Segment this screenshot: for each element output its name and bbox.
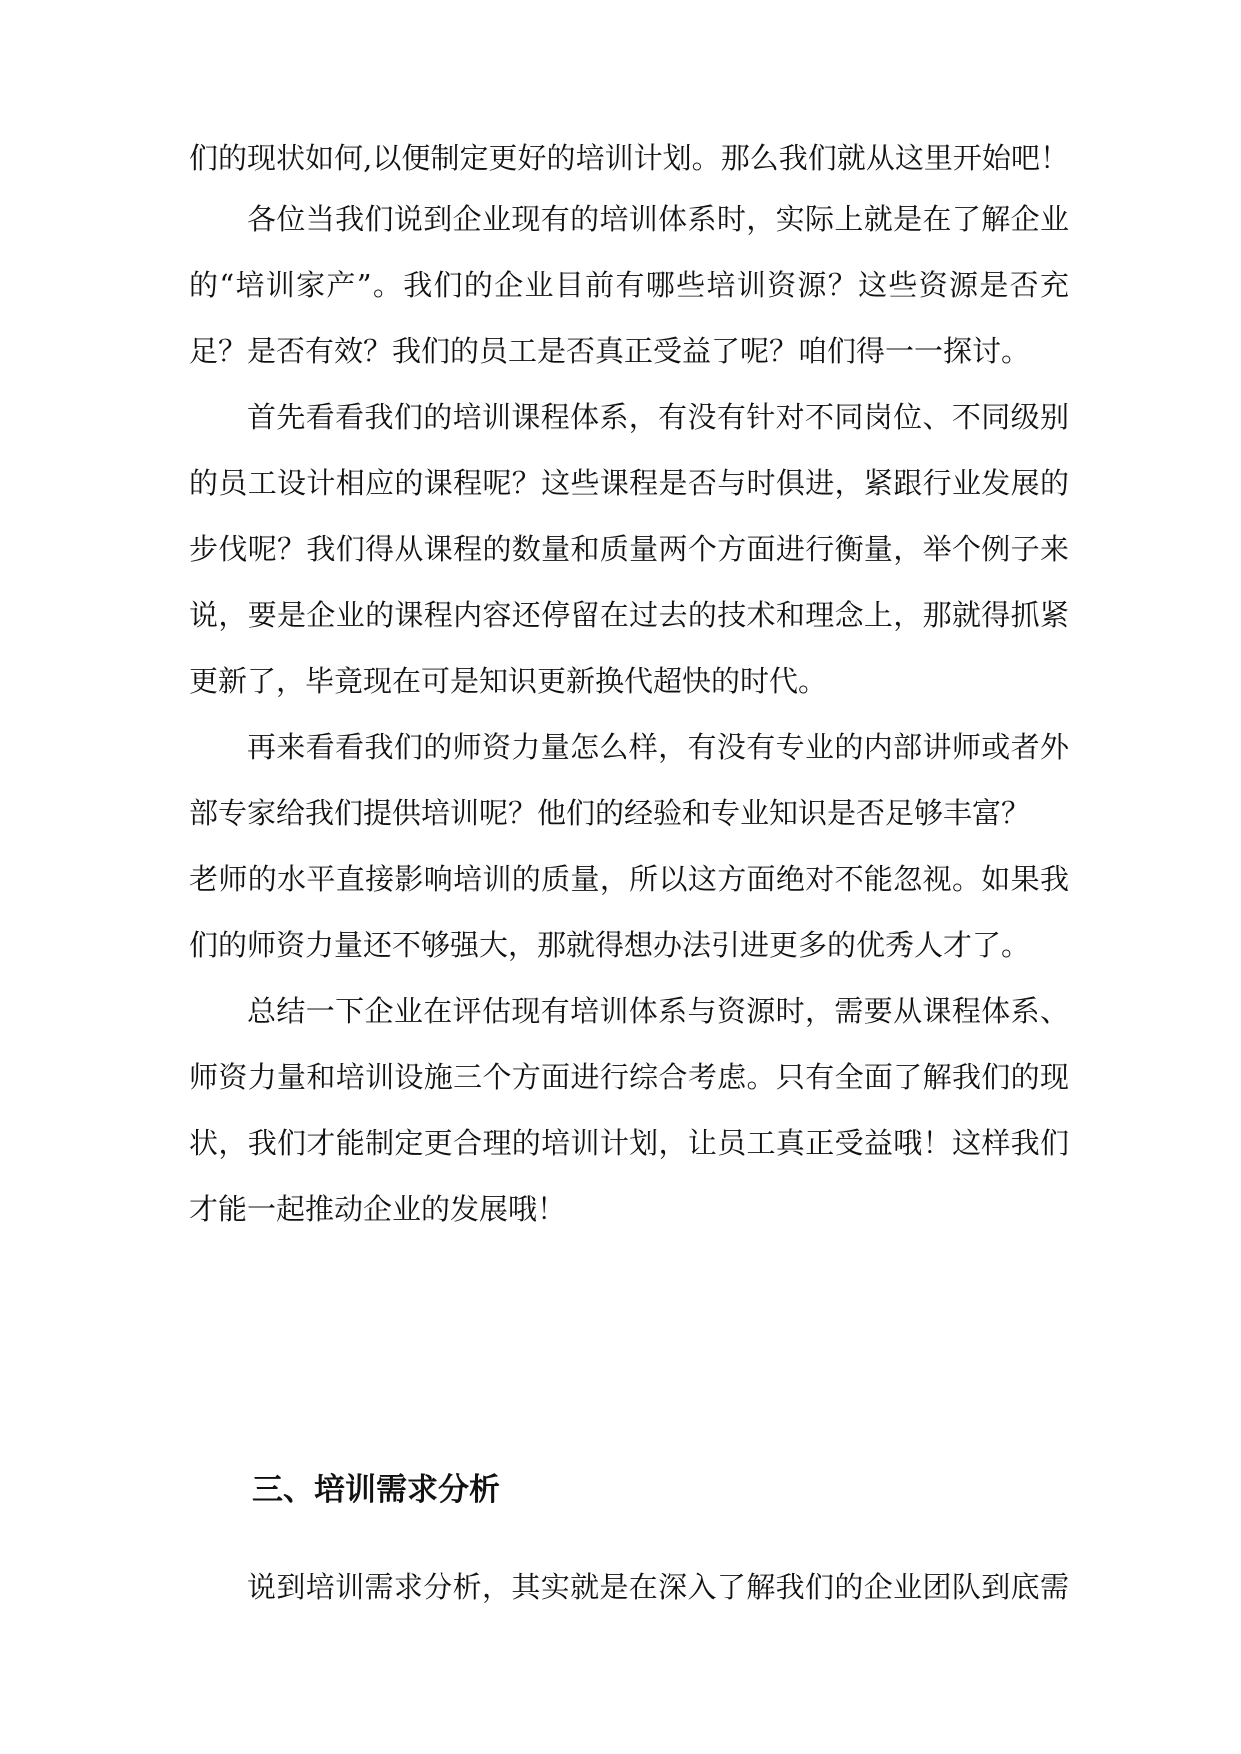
section-heading: 三、培训需求分析 [252,1472,500,1508]
text-line: 说，要是企业的课程内容还停留在过去的技术和理念上，那就得抓紧 [189,598,1069,632]
text-line: 才能一起推动企业的发展哦！ [189,1192,567,1226]
text-line: 的“培训家产”。我们的企业目前有哪些培训资源？这些资源是否充 [189,268,1069,302]
text-line: 们的现状如何,以便制定更好的培训计划。那么我们就从这里开始吧！ [189,141,1069,175]
text-line: 更新了，毕竟现在可是知识更新换代超快的时代。 [189,664,828,698]
text-line: 们的师资力量还不够强大，那就得想办法引进更多的优秀人才了。 [189,928,1031,962]
paragraph-start-line: 说到培训需求分析，其实就是在深入了解我们的企业团队到底需 [247,1570,1069,1604]
paragraph-start-line: 各位当我们说到企业现有的培训体系时，实际上就是在了解企业 [247,202,1069,236]
text-line: 的员工设计相应的课程呢？这些课程是否与时俱进，紧跟行业发展的 [189,466,1069,500]
text-line: 步伐呢？我们得从课程的数量和质量两个方面进行衡量，举个例子来 [189,532,1069,566]
text-line: 师资力量和培训设施三个方面进行综合考虑。只有全面了解我们的现 [189,1060,1069,1094]
paragraph-start-line: 首先看看我们的培训课程体系，有没有针对不同岗位、不同级别 [247,400,1069,434]
paragraph-start-line: 再来看看我们的师资力量怎么样，有没有专业的内部讲师或者外 [247,730,1069,764]
text-line: 足？是否有效？我们的员工是否真正受益了呢？咱们得一一探讨。 [189,334,1031,368]
text-line: 老师的水平直接影响培训的质量，所以这方面绝对不能忽视。如果我 [189,862,1069,896]
text-line: 状，我们才能制定更合理的培训计划，让员工真正受益哦！这样我们 [189,1126,1069,1160]
text-line: 部专家给我们提供培训呢？他们的经验和专业知识是否足够丰富？ [189,796,1031,830]
paragraph-start-line: 总结一下企业在评估现有培训体系与资源时，需要从课程体系、 [247,994,1069,1028]
